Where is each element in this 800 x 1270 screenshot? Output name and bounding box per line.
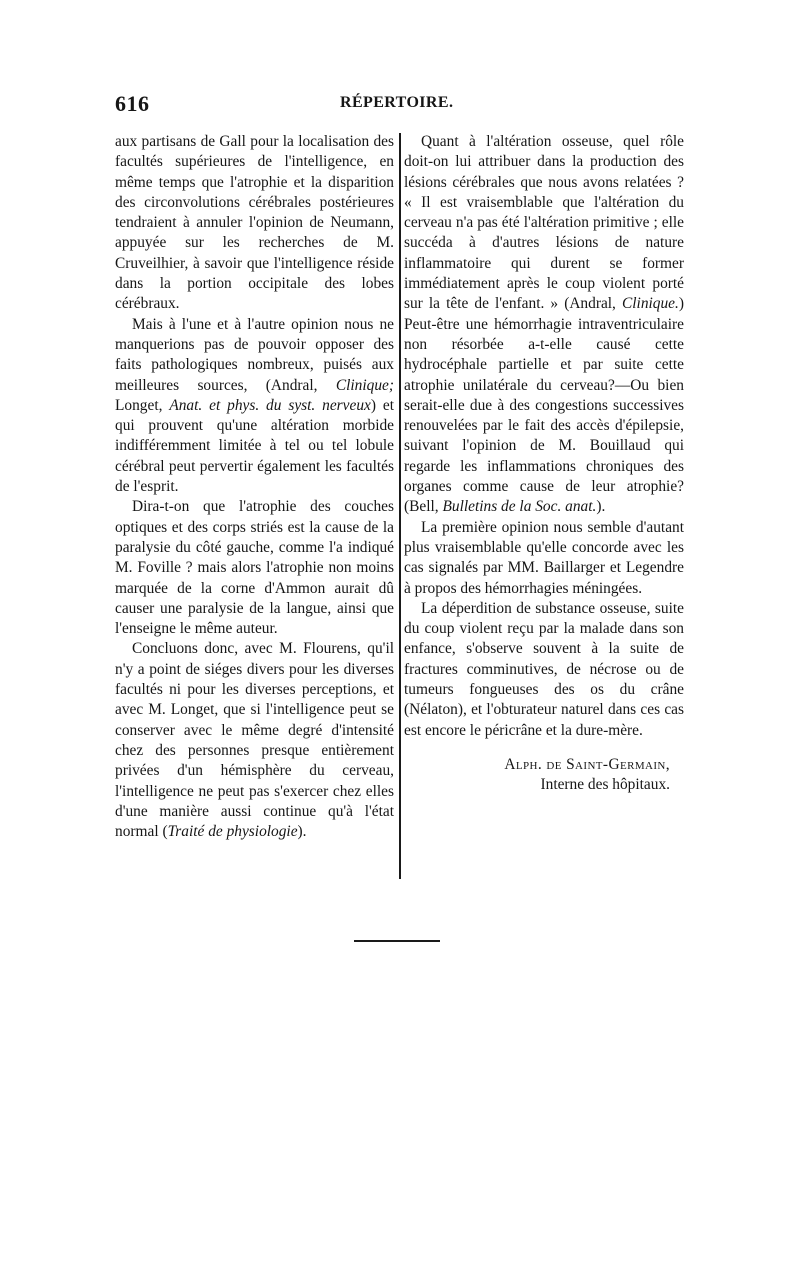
left-column — [115, 132, 394, 842]
right-p1-text-3: ). — [596, 498, 606, 516]
left-p4-italic-traite: Traité de physiologie — [167, 823, 298, 841]
right-paragraph-3 — [404, 599, 684, 741]
left-paragraph-1 — [115, 132, 394, 315]
left-paragraph-3 — [115, 497, 394, 639]
left-p2-text-3: ) et qui prouvent qu'une altération morbide indifféremment limitée à tel ou tel lobule cérébral peut pervertir également les facultés de l'esprit. — [115, 396, 394, 496]
right-p2-text: La première opinion nous semble d'autant plus vraisemblable qu'elle concorde avec les cas signalés par MM. Baillarger et Legendre à propos des hémorrhagies méningées. — [404, 518, 684, 597]
right-paragraph-1 — [404, 132, 684, 518]
right-p3-text: La déperdition de substance osseuse, suite du coup violent reçu par la malade dans son enfance, s'observe souvent à la suite de fractures comminutives, de nécrose ou de tumeurs fongueuses des os du crâne (Nélaton), et l'obturateur naturel dans ces cas est encore le péricrâne et la dure-mère. — [404, 599, 684, 739]
right-p1-italic-clinique: Clinique. — [622, 295, 679, 313]
left-p1-text: aux partisans de Gall pour la localisation des facultés supérieures de l'intelligence, en même temps que l'atrophie et la disparition des circonvolutions cérébrales postérieures tendraient à annuler l'opinion de Neumann, appuyée sur les recherches de M. Cruveilhier, à savoir que l'intelligence réside dans la portion occipitale des lobes cérébraux. — [115, 133, 394, 313]
right-p1-text-2: ) Peut-être une hémorrhagie intraventriculaire non résorbée a-t-elle causé cette hydrocéphale partielle et par suite cette atrophie unilatérale du cerveau?—Ou bien serait-elle due à des congestions successives renouvelées par le fait des accès d'épilepsie, suivant l'opinion de M. Bouillaud qui regarde les inflammations chroniques des organes comme cause de leur atrophie? (Bell, — [404, 295, 684, 516]
column-divider — [399, 133, 401, 879]
left-p2-italic-anat: Anat. et phys. du syst. nerveux — [169, 396, 371, 414]
left-p2-italic-clinique: Clinique; — [335, 376, 394, 394]
right-p1-italic-bulletins: Bulletins de la Soc. anat. — [442, 498, 597, 516]
right-p1-text-1: Quant à l'altération osseuse, quel rôle doit-on lui attribuer dans la production des lésions cérébrales que nous avons relatées ? « Il est vraisemblable que l'altération du cerveau n'a pas été l'altération primitive ; elle succéda à d'autres lésions de nature inflammatoire qui durent se former immédiatement après le coup violent porté sur la tête de l'enfant. » (Andral, — [404, 133, 684, 313]
right-paragraph-2 — [404, 518, 684, 599]
left-paragraph-4 — [115, 639, 394, 842]
left-p3-text: Dira-t-on que l'atrophie des couches optiques et des corps striés est la cause de la paralysie du côté gauche, comme l'a indiqué M. Foville ? mais alors l'atrophie non moins marquée de la corne d'Ammon aurait dû causer une paralysie de la langue, ainsi que l'enseigne le même auteur. — [115, 498, 394, 638]
left-p2-text-2: Longet, — [115, 396, 170, 414]
left-p4-text-2: ). — [297, 823, 307, 841]
author-signature — [404, 755, 684, 796]
signature-title: Interne des hôpitaux. — [540, 776, 670, 794]
running-head: RÉPERTOIRE. — [340, 94, 454, 111]
end-rule — [354, 940, 440, 942]
right-column — [404, 132, 684, 796]
left-p2-text-1: Mais à l'une et à l'autre opinion nous ne manquerions pas de pouvoir opposer des faits pathologiques nombreux, puisés aux meilleures sources, (Andral, — [115, 315, 394, 394]
left-p4-text-1: Concluons donc, avec M. Flourens, qu'il n'y a point de siéges divers pour les diverses facultés ni pour les diverses perceptions, et avec M. Longet, que si l'intelligence peut se conserver avec le même degré d'intensité chez des personnes presque entièrement privées d'un hémisphère du cerveau, l'intelligence ne peut pas s'exercer chez elles d'une manière aussi continue qu'à l'état normal ( — [115, 640, 394, 841]
page-number: 616 — [115, 91, 150, 116]
signature-name: Alph. de Saint-Germain, — [504, 755, 670, 773]
left-paragraph-2 — [115, 315, 394, 498]
